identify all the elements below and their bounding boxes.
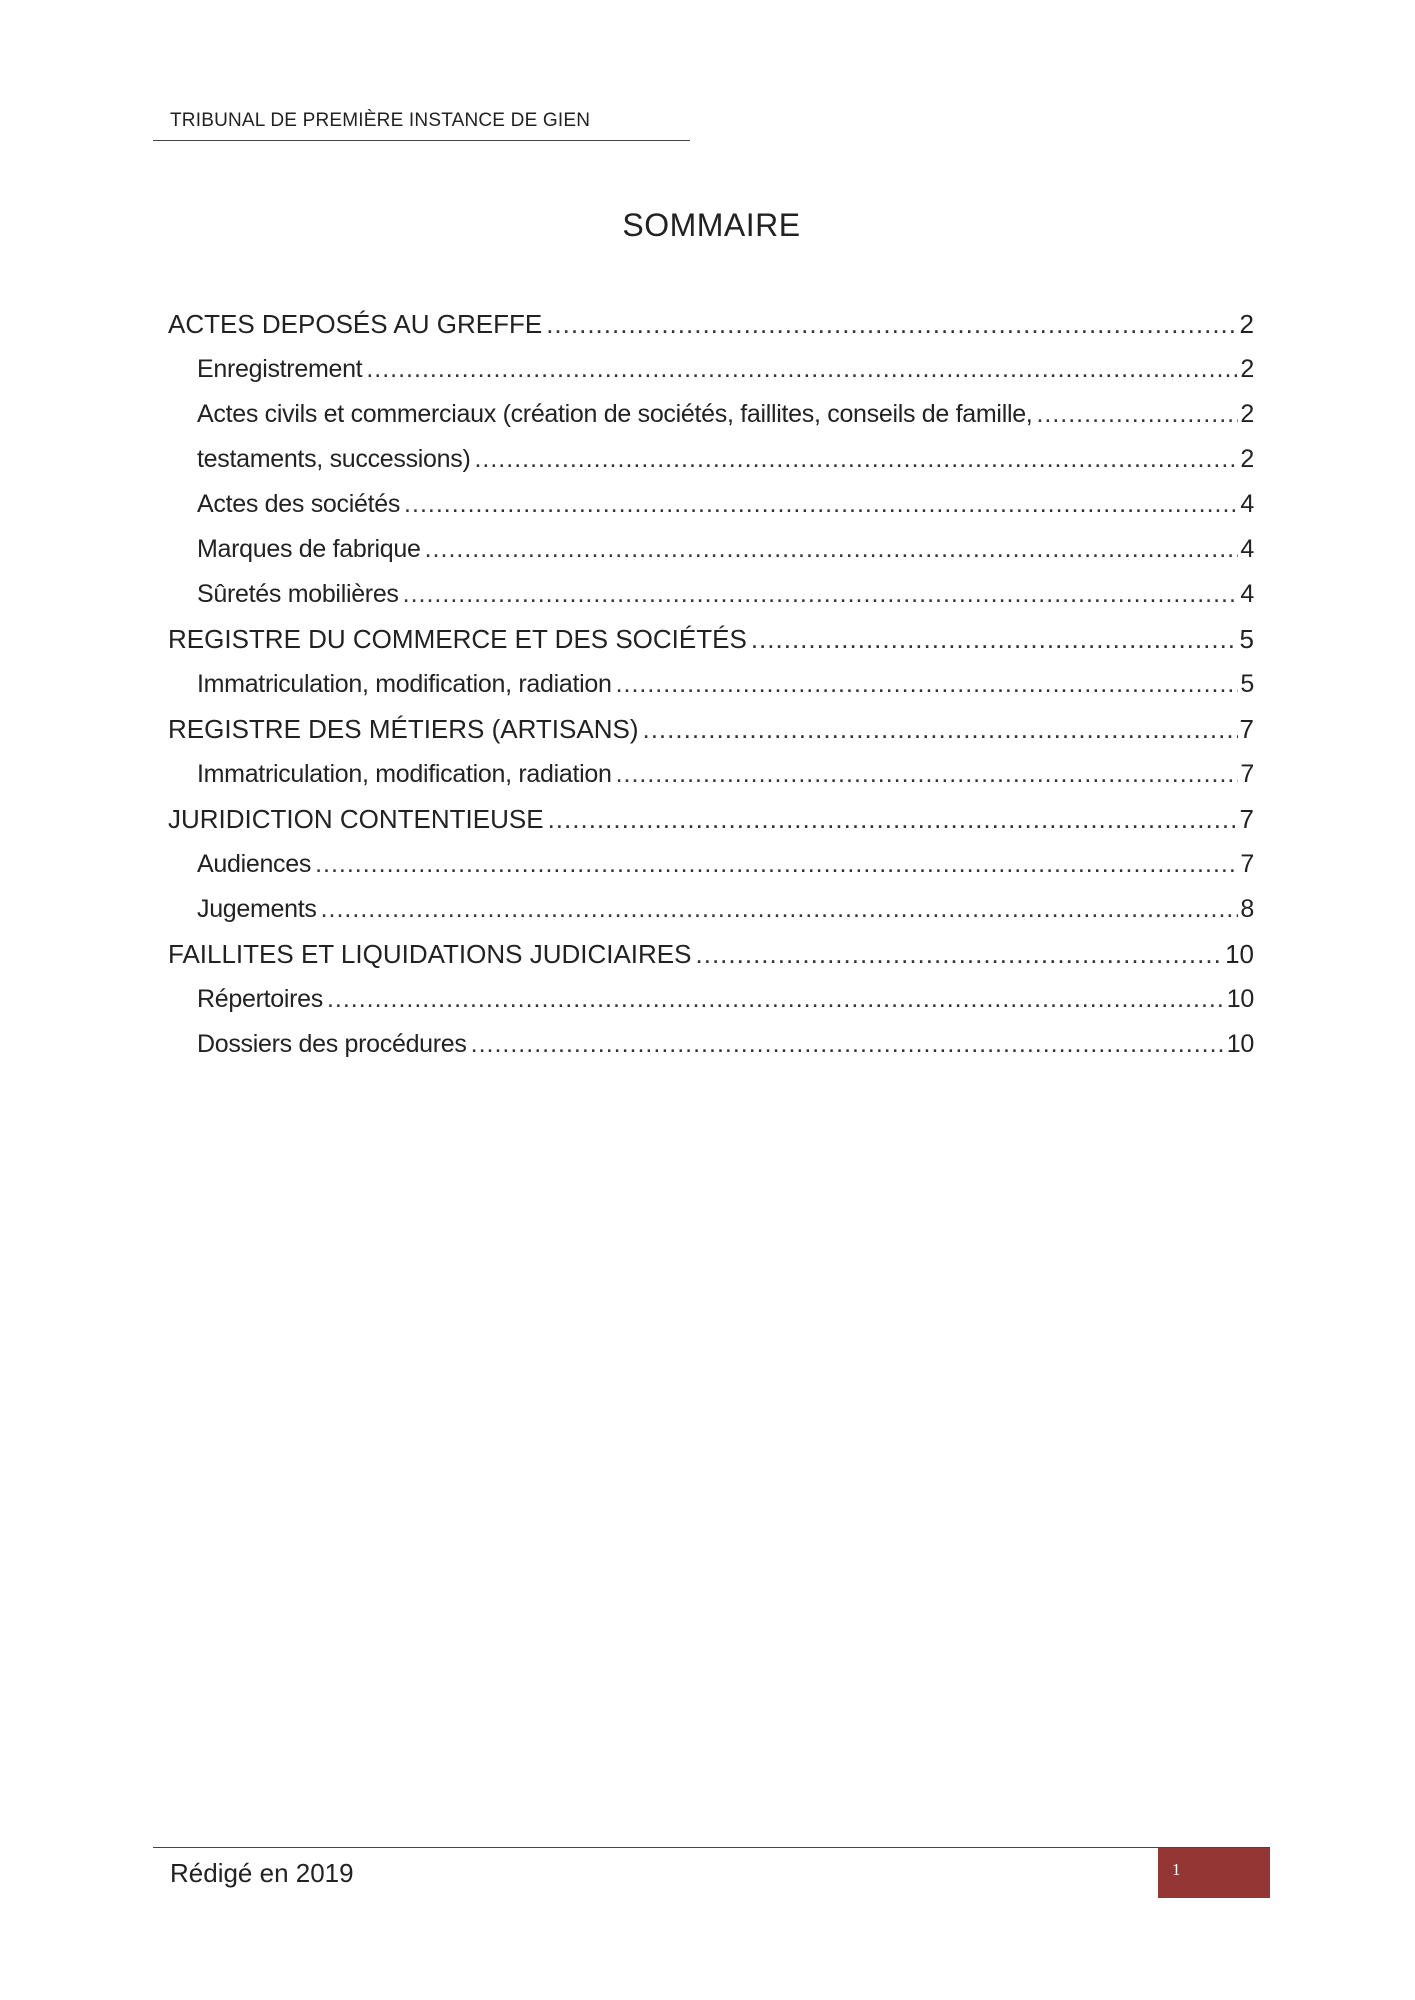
toc-entry-page: 5 [1239,624,1254,654]
toc-entry-text: Marques de fabrique [197,535,421,563]
toc-entry-text: Jugements [197,895,317,923]
toc-leader [327,977,1225,1022]
toc-entry-text: FAILLITES ET LIQUIDATIONS JUDICIAIRES [168,939,692,969]
toc-entry-text: Actes des sociétés [197,490,401,518]
toc-leader [404,482,1238,527]
toc-entry-page: 10 [1226,985,1254,1013]
toc-entry-text: Immatriculation, modification, radiation [197,670,612,698]
toc-leader [315,842,1238,887]
toc-entry-page: 10 [1225,939,1254,969]
toc-entry-page: 7 [1240,760,1254,788]
running-header: TRIBUNAL DE PREMIÈRE INSTANCE DE GIEN [170,110,591,131]
toc-entry-page: 4 [1240,535,1254,563]
toc-entry[interactable] [168,437,1254,482]
toc-leader [616,752,1239,797]
toc-entry[interactable] [168,1022,1254,1067]
toc-entry-page: 5 [1240,670,1254,698]
toc-leader [1036,392,1238,437]
toc-entry-text: Audiences [197,850,312,878]
toc-entry-text: Dossiers des procédures [197,1030,467,1058]
toc-leader [425,527,1239,572]
toc-entry-page: 7 [1239,804,1254,834]
toc-entry-text: REGISTRE DES MÉTIERS (ARTISANS) [168,714,639,744]
toc-entry[interactable] [168,887,1254,932]
toc-leader [366,347,1238,392]
toc-leader [403,572,1239,617]
toc-entry-page: 4 [1240,580,1254,608]
toc-entry-text: Répertoires [197,985,323,1013]
toc-entry-page: 10 [1226,1030,1254,1058]
toc-leader [548,797,1238,842]
toc-entry-page: 2 [1239,309,1254,339]
toc-leader [546,302,1237,347]
toc-entry[interactable] [168,752,1254,797]
toc-entry[interactable] [168,842,1254,887]
toc-entry[interactable] [168,572,1254,617]
toc-entry-text: REGISTRE DU COMMERCE ET DES SOCIÉTÉS [168,624,747,654]
toc-entry[interactable] [168,392,1254,437]
toc-entry[interactable] [168,617,1254,662]
toc-entry-text: Immatriculation, modification, radiation [197,760,612,788]
toc-entry[interactable] [168,482,1254,527]
toc-entry[interactable] [168,662,1254,707]
toc-entry[interactable] [168,797,1254,842]
toc-leader [642,707,1237,752]
toc-leader [696,932,1224,977]
table-of-contents [168,302,1254,1067]
toc-entry[interactable] [168,977,1254,1022]
toc-leader [751,617,1238,662]
toc-entry[interactable] [168,302,1254,347]
toc-entry-page: 2 [1240,400,1254,428]
toc-entry-text: Sûretés mobilières [197,580,399,608]
toc-entry-page: 7 [1240,850,1254,878]
toc-leader [616,662,1239,707]
toc-entry-page: 4 [1240,490,1254,518]
page-number-badge: 1 [1158,1848,1270,1898]
toc-entry-text: Enregistrement [197,355,363,383]
toc-title: SOMMAIRE [622,207,801,243]
toc-entry-text: JURIDICTION CONTENTIEUSE [168,804,544,834]
toc-entry-text: ACTES DEPOSÉS AU GREFFE [168,309,543,339]
toc-entry[interactable] [168,707,1254,752]
toc-entry[interactable] [168,932,1254,977]
toc-entry-page: 2 [1240,445,1254,473]
toc-entry-text: testaments, successions) [197,445,471,473]
toc-leader [321,887,1239,932]
footer-text: Rédigé en 2019 [170,1858,354,1888]
toc-leader [471,1022,1225,1067]
toc-entry[interactable] [168,347,1254,392]
toc-entry-page: 2 [1240,355,1254,383]
header-rule [153,140,690,141]
toc-leader [474,437,1238,482]
toc-entry-page: 8 [1240,895,1254,923]
toc-entry[interactable] [168,527,1254,572]
footer-rule [153,1847,1270,1848]
toc-entry-page: 7 [1239,714,1254,744]
toc-entry-text: Actes civils et commerciaux (création de sociétés, faillites, conseils de famille, [197,400,1033,428]
